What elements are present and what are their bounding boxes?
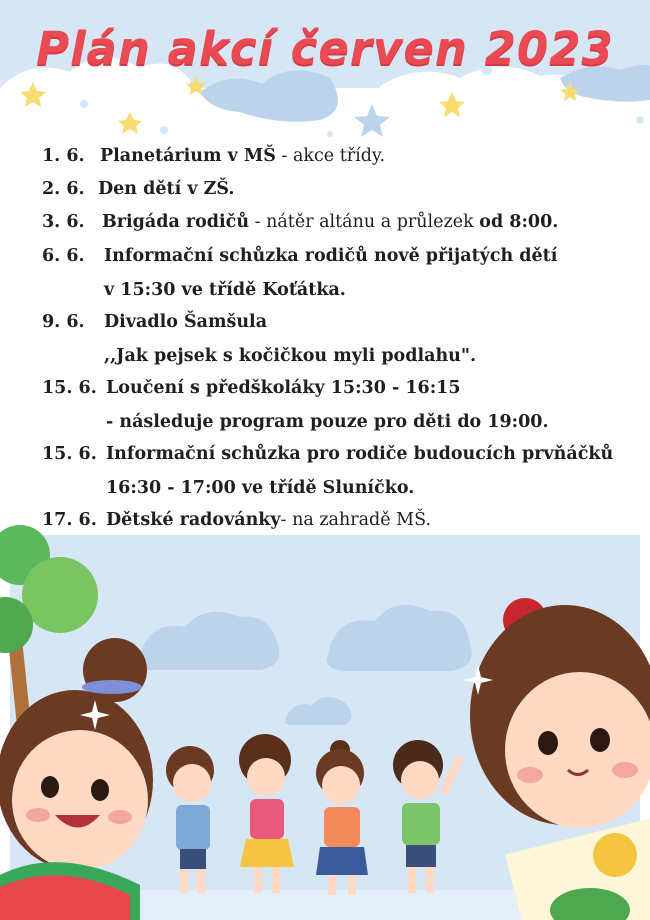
children-illustration — [0, 515, 650, 920]
event-text-segment: - následuje program pouze pro děti do 19:00. — [106, 412, 549, 432]
event-date: 15. 6. — [42, 444, 97, 464]
event-text-segment: Brigáda rodičů — [102, 212, 250, 232]
event-text-segment: ,,Jak pejsek s kočičkou myli podlahu". — [104, 346, 477, 366]
event-text — [104, 280, 346, 300]
event-date: 17. 6. — [42, 510, 97, 530]
event-text — [98, 179, 234, 199]
event-date: 9. 6. — [42, 312, 85, 332]
event-text — [106, 412, 549, 432]
event-date: 6. 6. — [42, 246, 85, 266]
event-text — [106, 444, 613, 464]
event-text-segment: Loučení s předškoláky 15:30 - 16:15 — [106, 378, 461, 398]
event-text-segment: - akce třídy. — [275, 146, 386, 166]
event-text-segment: - nátěr altánu a průlezek — [249, 212, 480, 232]
page-title: Plán akcí červen 2023 — [36, 22, 614, 75]
event-text-segment: Den dětí v ZŠ. — [98, 179, 235, 199]
event-text — [100, 146, 385, 166]
event-text-segment: Dětské radovánky — [106, 510, 281, 530]
event-text-segment: Divadlo Šamšula — [104, 312, 268, 332]
event-date: 15. 6. — [42, 378, 97, 398]
event-text — [104, 312, 267, 332]
event-text — [102, 212, 558, 232]
event-text — [104, 246, 557, 266]
event-text-segment: Planetárium v MŠ — [100, 146, 276, 166]
event-text-segment: od 8:00. — [479, 212, 559, 232]
event-date: 1. 6. — [42, 146, 85, 166]
event-text-segment: v 15:30 ve třídě Koťátka. — [104, 280, 346, 300]
event-text-segment: 16:30 - 17:00 ve třídě Sluníčko. — [106, 478, 415, 498]
event-text-segment: Informační schůzka rodičů nově přijatých dětí — [104, 246, 558, 266]
event-text — [106, 378, 461, 398]
event-text-segment: Informační schůzka pro rodiče budoucích prvňáčků — [106, 444, 614, 464]
event-text — [104, 346, 476, 366]
event-date: 3. 6. — [42, 212, 85, 232]
event-text-segment: - na zahradě MŠ. — [280, 510, 432, 530]
event-date: 2. 6. — [42, 179, 85, 199]
event-text — [106, 478, 414, 498]
